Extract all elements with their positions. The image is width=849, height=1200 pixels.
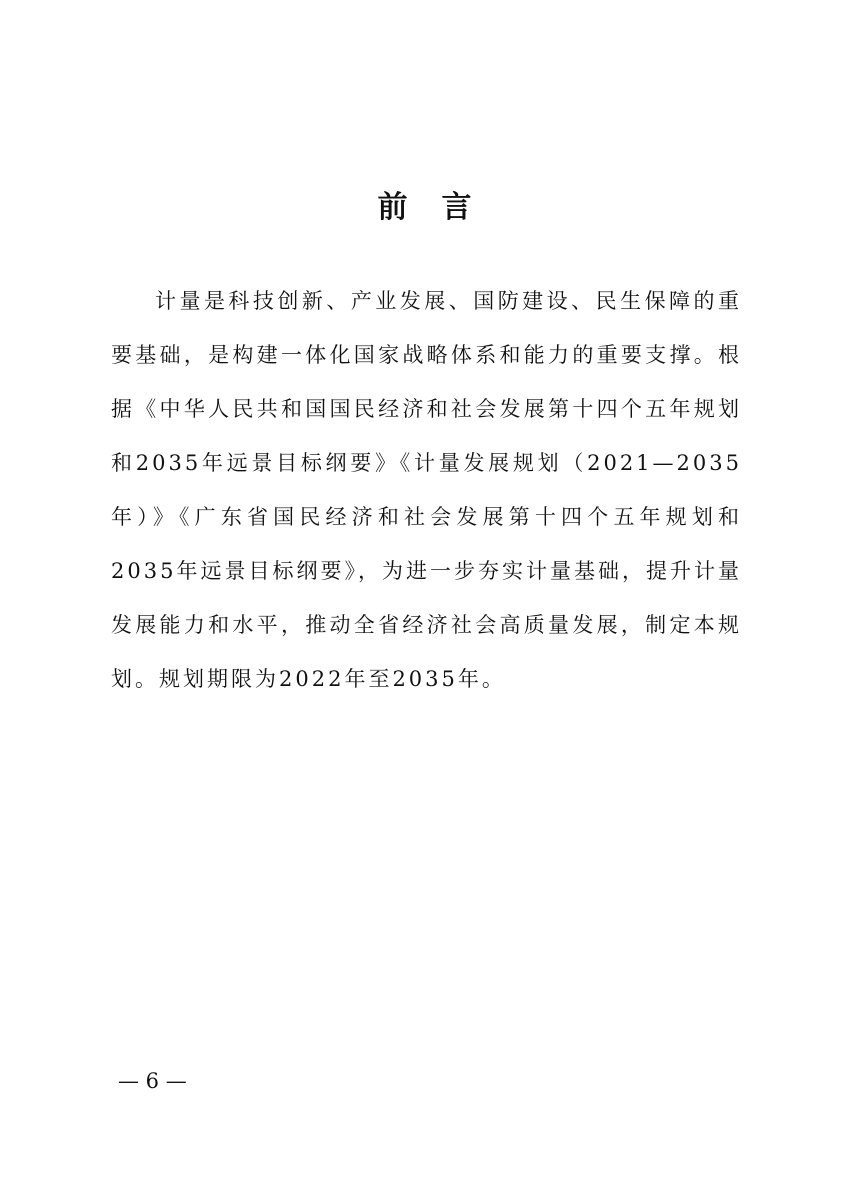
page-title: 前言: [377, 190, 506, 225]
preface-paragraph: 计量是科技创新、产业发展、国防建设、民生保障的重要基础，是构建一体化国家战略体系和能力的重要支撑。根据《中华人民共和国国民经济和社会发展第十四个五年规划和2035年远景目标纲要》《计量发展规划（2021—2035年）》《广东省国民经济和社会发展第十四个五年规划和2035年远景目标纲要》，为进一步夯实计量基础，提升计量发展能力和水平，推动全省经济社会高质量发展，制定本规划。规划期限为2022年至2035年。: [111, 289, 742, 691]
body-text: [111, 274, 742, 706]
page-number: — 6 —: [118, 1069, 187, 1093]
